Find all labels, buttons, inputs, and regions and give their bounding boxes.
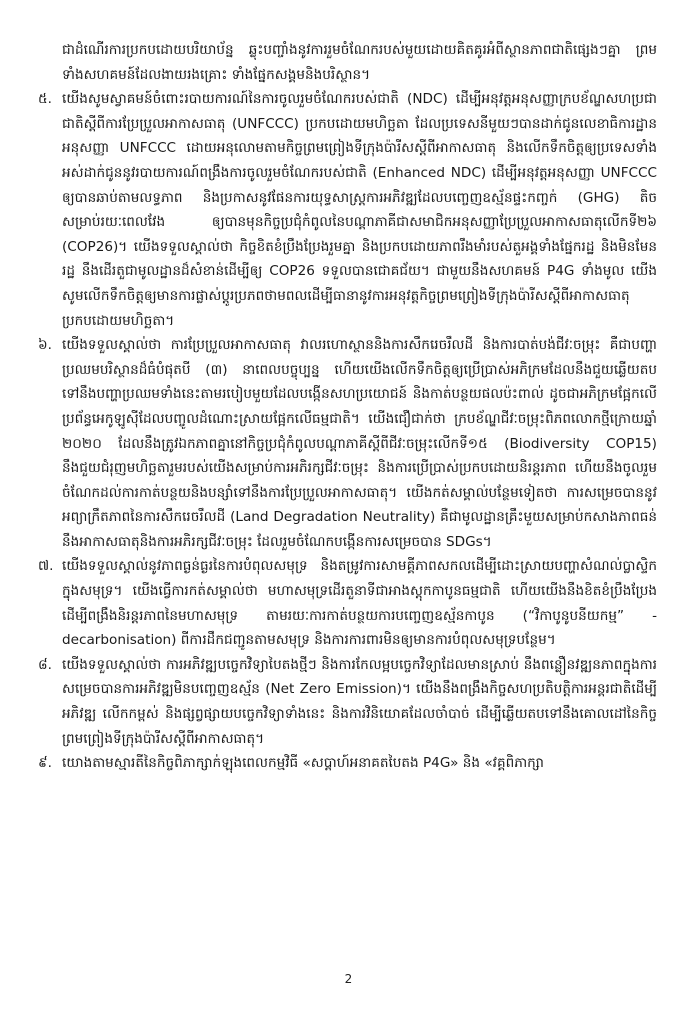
list-item: [38, 751, 657, 776]
item-text: យើងសូមស្វាគមន៍ចំពោះរបាយការណ៍នៃការចូលរួមចំណែករបស់ជាតិ (NDC) ដើម្បីអនុវត្តអនុសញ្ញាក្របខ័ណ្ឌសហប្រជាជាតិស្តីពីការប្រែប្រួលអាកាសធាតុ (UNFCCC) ប្រកបដោយមហិច្ឆតា ដែលប្រទេសនីមួយៗបានដាក់ជូនលេខាធិការដ្ឋានអនុសញ្ញា UNFCCC ដោយអនុលោមតាមកិច្ចព្រមព្រៀងទីក្រុងប៉ារីសស្តីពីអាកាសធាតុ និងលើកទឹកចិត្តឲ្យប្រទេសទាំងអស់ដាក់ជូននូវរបាយការណ៍ពង្រឹងការចូលរួមចំណែករបស់ជាតិ (Enhanced NDC) ដើម្បីអនុវត្តអនុសញ្ញា UNFCCC ឲ្យបានឆាប់តាមលទ្ធភាព និងប្រកាសនូវផែនការយុទ្ធសាស្ត្រការអភិវឌ្ឍដែលបញ្ចេញឧស្ម័នផ្ទះកញ្ចក់ (GHG) តិចសម្រាប់រយៈពេលវែង ឲ្យបានមុនកិច្ចប្រជុំកំពូលនៃបណ្តាភាគីជាសមាជិកអនុសញ្ញាប្រែប្រួលអាកាសធាតុលើកទី២៦ (COP26)។ យើងទទួលស្គាល់ថា កិច្ចខិតខំប្រឹងប្រែងរួមគ្នា និងប្រកបដោយភាពរឹងមាំរបស់តួអង្គទាំងផ្នែករដ្ឋ និងមិនមែនរដ្ឋ នឹងដើរតួជាមូលដ្ឋានដ៏សំខាន់ដើម្បីឲ្យ COP26 ទទួលបានជោគជ័យ។ ជាមួយនឹងសហគមន៍ P4G ទាំងមូល យើងសូមលើកទឹកចិត្តឲ្យមានការផ្លាស់ប្តូរប្រភពថាមពលដើម្បីធានានូវការអនុវត្តកិច្ចព្រមព្រៀងទីក្រុងប៉ារីសស្តីពីអាកាសធាតុប្រកបដោយមហិច្ឆតា។: [62, 91, 657, 329]
item-number: ៨.: [38, 656, 52, 673]
item-number: ៦.: [38, 337, 52, 354]
item-number: ៩.: [38, 755, 52, 772]
list-item: [38, 554, 657, 652]
page-number: 2: [344, 972, 353, 986]
item-text: យោងតាមស្មារតីនៃកិច្ចពិភាក្សាក់ឡុងពេលកម្មវិធី «សប្តាហ៍អនាគតបៃតង P4G» និង «វគ្គពិភាក្សា: [62, 755, 544, 772]
item-number: ៧.: [38, 558, 54, 575]
item-text: យើងទទួលស្គាល់ថា ការប្រែប្រួលអាកាសធាតុ វាលរហោស្ថាននិងការសឹករេចរឹលដី និងការបាត់បង់ជីវៈចម្រុះ គឺជាបញ្ហាប្រឈមបរិស្ថានដ៏ធំបំផុតបី (៣) នាពេលបច្ចុប្បន្ន ហើយយើងលើកទឹកចិត្តឲ្យប្រើប្រាស់អភិក្រមដែលនឹងជួយឆ្លើយតបទៅនឹងបញ្ហាប្រឈមទាំងនេះតាមរបៀបមួយដែលបង្កើនសហប្រយោជន៍ និងកាត់បន្ថយផលប៉ះពាល់ ដូចជាអភិក្រមផ្អែកលើប្រព័ន្ធអេកូឡូស៊ីដែលបញ្ចូលដំណោះស្រាយផ្អែកលើធម្មជាតិ។ យើងជឿជាក់ថា ក្របខ័ណ្ឌជីវៈចម្រុះពិភពលោកថ្មីក្រោយឆ្នាំ ២០២០ ដែលនឹងត្រូវឯកភាពគ្នានៅកិច្ចប្រជុំកំពូលបណ្តាភាគីស្តីពីជីវៈចម្រុះលើកទី១៥ (Biodiversity COP15) នឹងជួយជំរុញមហិច្ឆតារួមរបស់យើងសម្រាប់ការអភិរក្សជីវៈចម្រុះ និងការប្រើប្រាស់ប្រកបដោយនិរន្តរភាព ហើយនឹងចូលរួមចំណែកដល់ការកាត់បន្ថយនិងបន្សាំទៅនឹងការប្រែប្រួលអាកាសធាតុ។ យើងកត់សម្គាល់បន្ថែមទៀតថា ការសម្រេចបាននូវអព្យាក្រឹតភាពនៃការសឹករេចរឹលដី (Land Degradation Neutrality) គឺជាមូលដ្ឋានគ្រឹះមួយសម្រាប់កសាងភាពធន់នឹងអាកាសធាតុនិងការអភិរក្សជីវៈចម្រុះ ដែលរួមចំណែកបង្កើនការសម្រេចបាន SDGs។: [62, 337, 657, 550]
list-item: [38, 333, 657, 554]
item-text: យើងទទួលស្គាល់ថា ការអភិវឌ្ឍបច្ចេកវិទ្យាបៃតងថ្មីៗ និងការកែលម្អបច្ចេកវិទ្យាដែលមានស្រាប់ នឹងពន្លឿនវឌ្ឍនភាពក្នុងការសម្រេចបានការអភិវឌ្ឍមិនបញ្ចេញឧស្ម័ន (Net Zero Emission)។ យើងនឹងពង្រឹងកិច្ចសហប្រតិបត្តិការអន្តរជាតិដើម្បីអភិវឌ្ឍ លើកកម្ពស់ និងផ្សព្វផ្សាយបច្ចេកវិទ្យាទាំងនេះ និងការវិនិយោគដែលចាំបាច់ ដើម្បីឆ្លើយតបទៅនឹងគោលដៅនៃកិច្ចព្រមព្រៀងទីក្រុងប៉ារីសស្តីពីអាកាសធាតុ។: [62, 656, 657, 747]
intro-paragraph: ជាដំណើរការប្រកបដោយបរិយាប័ន្ន ឆ្លុះបញ្ចាំងនូវការរួមចំណែករបស់មួយដោយគិតគូរអំពីស្ថានភាពជាតិផ្សេងៗគ្នា ព្រមទាំងសហគមន៍ដែលងាយរងគ្រោះ ទាំងផ្នែកសង្គមនិងបរិស្ថាន។: [62, 42, 657, 83]
list-item: [38, 653, 657, 751]
list-item: [38, 87, 657, 333]
item-number: ៥.: [38, 91, 52, 108]
item-text: យើងទទួលស្គាល់នូវភាពធ្ងន់ធ្ងរនៃការបំពុលសមុទ្រ និងតម្រូវការសាមគ្គីភាពសកលដើម្បីដោះស្រាយបញ្ហាសំណល់ប្លាស្ទិកក្នុងសមុទ្រ។ យើងធ្វើការកត់សម្គាល់ថា មហាសមុទ្រដើរតួនាទីជាអាងស្តុកកាបូនធម្មជាតិ ហើយយើងនឹងខិតខំប្រឹងប្រែងដើម្បីពង្រឹងនិរន្តរភាពនៃមហាសមុទ្រ តាមរយៈការកាត់បន្ថយការបញ្ចេញឧស្ម័នកាបូន (“វិកាបូនូបនីយកម្ម” - decarbonisation) ពីការដឹកជញ្ជូនតាមសមុទ្រ និងការការពារមិនឲ្យមានការបំពុលសមុទ្របន្ថែម។: [62, 558, 657, 649]
